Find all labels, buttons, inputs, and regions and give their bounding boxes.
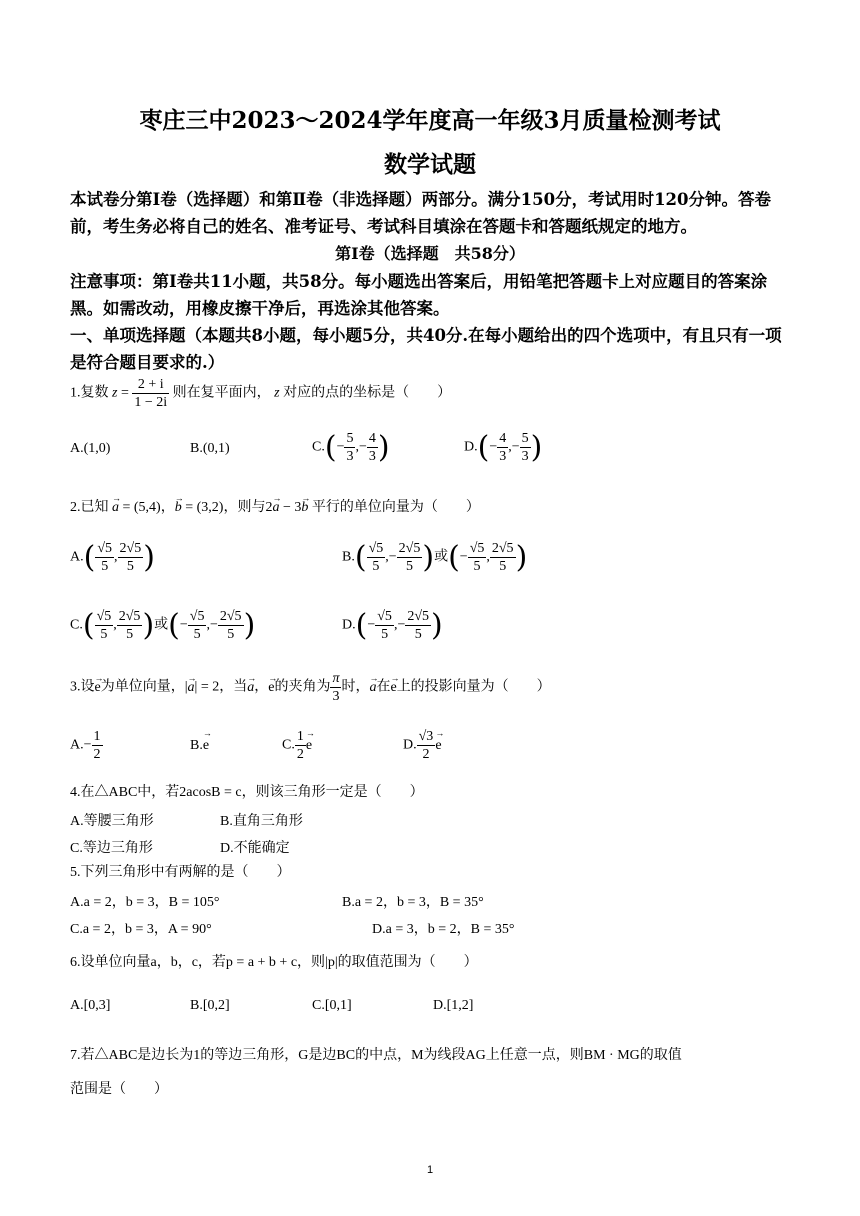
q3-part2: ，当 (219, 679, 248, 695)
q4-option-d: D.不能确定 (220, 841, 290, 856)
q1-option-d-label: D. (464, 439, 478, 455)
question-6: 6.设单位向量a，b，c，若p = a + b + c，则|p|的取值范围为（ ） (70, 955, 478, 970)
exam-title: 枣庄三中2023～2024学年度高一年级3月质量检测考试 (139, 107, 721, 134)
question-5: 5.下列三角形中有两解的是（ ） (70, 865, 291, 880)
q4-option-c: C.等边三角形 (70, 841, 153, 856)
q5-option-b: B.a = 2，b = 3，B = 35° (342, 895, 484, 910)
q2-option-a: A.( $\frac{√5}{5}$ , $\frac{2√5}{5}$ ) (70, 540, 155, 575)
q2-option-a-label: A. (70, 549, 84, 565)
q2-option-c-label: C. (70, 617, 83, 633)
q3-part6: 上的投影向量为（ ） (396, 679, 551, 695)
q2-option-d: D.(− $\frac{√5}{5}$ ,− $\frac{2√5}{5}$ ) (342, 608, 443, 643)
question-4: 4.在△ABC中，若2acosB = c，则该三角形一定是（ ） (70, 785, 424, 800)
part-heading: 一、单项选择题（本题共8小题，每小题5分，共40分.在每小题给出的四个选项中，有且只有一项是符合题目要求的.） (70, 326, 782, 372)
q3-option-d-label: D. (403, 737, 417, 753)
question-7-cont: 范围是（ ） (70, 1082, 168, 1097)
q1-tail: 对应的点的坐标是（ ） (283, 385, 452, 401)
q3-part3: 的夹角为 (274, 679, 331, 695)
q2-prefix: 2.已知 (70, 500, 109, 515)
q1-prefix: 1.复数 (70, 385, 109, 401)
q1-option-c: C.(− $\frac{5}{3}$ ,− $\frac{4}{3}$ ) (312, 430, 390, 465)
question-1: 1.复数 z = $\frac{2 + i}{1 - 2i}$ 则在复平面内， z 对应的点的坐标是（ ） (70, 377, 452, 410)
q3-prefix: 3.设 (70, 679, 95, 695)
q3-option-b-label: B. (190, 738, 203, 753)
question-2: 2.已知 → a = (5,4)，→ b = (3,2)，则与2→ a − 3→ b 平行的单位向量为（ ） (70, 498, 480, 518)
q3-option-d: D. $\frac{√3}{2}$ → e (403, 728, 442, 763)
question-3: 3.设→ e为单位向量，|→ a| = 2，当→ a，→ e的夹角为 $\frac{\pi}{3}$ 时，→ a在→ e上的投影向量为（ ） (70, 670, 551, 705)
q3-part4: 时， (341, 679, 370, 695)
q6-option-c: C.[0,1] (312, 998, 352, 1013)
q6-option-d: D.[1,2] (433, 998, 474, 1013)
q2-middle: ，则与 (223, 500, 266, 515)
q2-option-b: B.( $\frac{√5}{5}$ ,− $\frac{2√5}{5}$ )或(− $\frac{√5}{5}$ , $\frac{2√5}{5}$ ) (342, 540, 528, 575)
q3-option-a: A.− $\frac{1}{2}$ (70, 729, 101, 762)
q5-option-d: D.a = 3，b = 2，B = 35° (372, 922, 515, 937)
q3-option-c: C. $\frac{1}{2}$ → e (282, 728, 312, 763)
q1-option-b: B.(0,1) (190, 441, 230, 456)
exam-subtitle: 数学试题 (384, 151, 476, 178)
q4-option-a: A.等腰三角形 (70, 814, 154, 829)
q3-option-c-label: C. (282, 737, 295, 753)
q2-or-c: 或 (154, 617, 169, 633)
intro-paragraph: 本试卷分第Ⅰ卷（选择题）和第Ⅱ卷（非选择题）两部分。满分150分，考试用时120分钟。答卷前，考生务必将自己的姓名、准考证号、考试科目填涂在答题卡和答题纸规定的地方。 (70, 190, 772, 236)
q3-option-b: B.→ e (190, 738, 209, 754)
q4-option-b: B.直角三角形 (220, 814, 303, 829)
q6-option-a: A.[0,3] (70, 998, 111, 1013)
section-heading: 第Ⅰ卷（选择题 共58分） (335, 244, 525, 263)
q1-option-c-label: C. (312, 439, 325, 455)
q6-option-b: B.[0,2] (190, 998, 230, 1013)
q1-middle: 则在复平面内， (172, 385, 271, 401)
q3-part5: 在 (376, 679, 391, 695)
q2-option-c: C.( $\frac{√5}{5}$ , $\frac{2√5}{5}$ )或(− $\frac{√5}{5}$ ,− $\frac{2√5}{5}$ ) (70, 608, 256, 643)
q5-option-a: A.a = 2，b = 3，B = 105° (70, 895, 220, 910)
q3-option-a-label: A. (70, 737, 84, 753)
notice-paragraph: 注意事项：第Ⅰ卷共11小题，共58分。每小题选出答案后，用铅笔把答题卡上对应题目的答案涂黑。如需改动，用橡皮擦干净后，再选涂其他答案。 (70, 272, 768, 318)
q1-option-a: A.(1,0) (70, 441, 111, 456)
q2-option-d-label: D. (342, 617, 356, 633)
q2-option-b-label: B. (342, 549, 355, 565)
q5-option-c: C.a = 2，b = 3，A = 90° (70, 922, 212, 937)
page-number: 1 (426, 1164, 434, 1176)
question-7: 7.若△ABC是边长为1的等边三角形，G是边BC的中点，M为线段AG上任意一点，则BM · MG的取值 (70, 1048, 682, 1063)
q2-or-b: 或 (434, 549, 449, 565)
q3-part1: 为单位向量， (100, 679, 185, 695)
q2-tail: 平行的单位向量为（ ） (311, 500, 480, 515)
q1-option-d: D.(− $\frac{4}{3}$ ,− $\frac{5}{3}$ ) (464, 430, 543, 465)
